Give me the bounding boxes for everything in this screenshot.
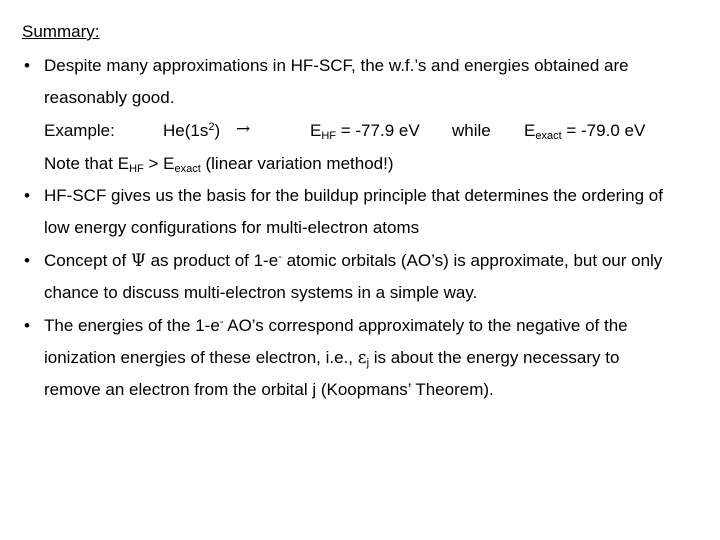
bullet-4-line-1: The energies of the 1-e- AO’s correspond approximately to the negative of the — [44, 316, 628, 335]
example-eexact: $E_{exact} = -79.0$ eV — [524, 121, 646, 142]
example-ehf: $E_{HF} = -77.9$ eV — [310, 121, 420, 142]
bullet-3-marker: • — [24, 251, 30, 270]
bullet-4-line-3: remove an electron from the orbital j (Koopmans’ Theorem). — [44, 380, 494, 399]
bullet-3-line-2: chance to discuss multi-electron systems in a simple way. — [44, 283, 478, 302]
bullet-2-line-2: low energy configurations for multi-electron atoms — [44, 218, 420, 237]
note-line: Note that $E_{HF} > E_{exact}$ (linear variation method!) — [44, 154, 394, 175]
bullet-2-marker: • — [24, 186, 30, 205]
bullet-1-line-1: Despite many approximations in HF-SCF, the w.f.’s and energies obtained are — [44, 56, 629, 75]
epsilon-symbol: ε — [357, 348, 367, 368]
bullet-1-marker: • — [24, 56, 30, 75]
arrow-icon: → — [236, 119, 251, 139]
psi-symbol: Ψ — [130, 251, 146, 271]
bullet-1-line-2: reasonably good. — [44, 88, 175, 107]
example-atom: $He(1s^2)$ — [163, 121, 221, 140]
example-while: while — [452, 121, 491, 140]
slide-title: Summary: — [22, 22, 100, 41]
bullet-2-line-1: HF-SCF gives us the basis for the buildup principle that determines the ordering of — [44, 186, 663, 205]
bullet-4-marker: • — [24, 316, 30, 335]
bullet-4-line-2: ionization energies of these electron, i.e., $\varepsilon_j$ is about the energy necessary to — [44, 348, 620, 369]
bullet-3-line-1: Concept of Ψ as product of 1-e- atomic orbitals (AO’s) is approximate, but our only — [44, 251, 663, 271]
example-label: Example: — [44, 121, 115, 140]
